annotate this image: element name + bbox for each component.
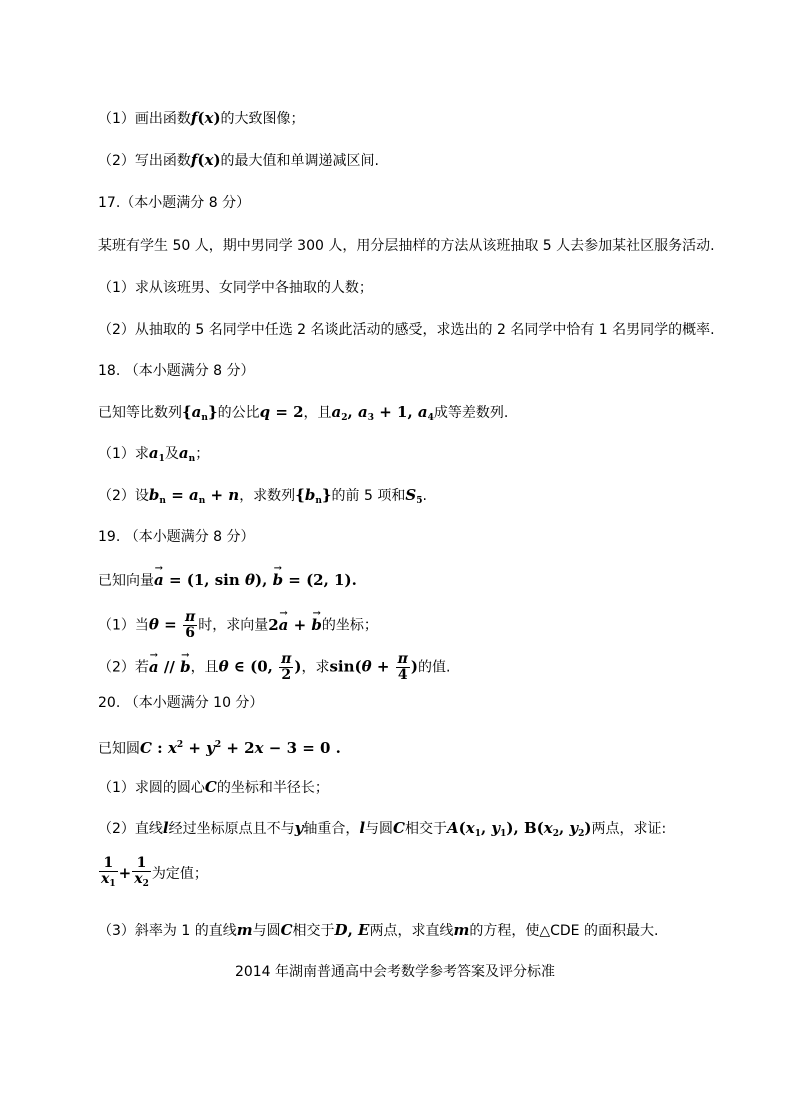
q18-heading: 18. （本小题满分 8 分） [98,363,255,379]
q20-part2: （2）直线l经过坐标原点且不与y轴重合，l与圆C相交于$A(x_1$, $y_1$), $B(x_2$, $y_2$)两点，求证: [98,819,667,839]
formula-q-equals-2: q [259,403,271,421]
q17-part2: （2）从抽取的 5 名同学中任选 2 名谈此活动的感受，求选出的 2 名同学中恰有 1 名男同学的概率. [98,322,715,338]
formula-a-parallel-b: → a // → b [149,658,191,676]
formula-c: C [393,819,405,837]
formula-2a-plus-b: 2→ a + → b [268,616,322,634]
formula-y: y [294,819,304,837]
fraction-1-over-x1: $\frac{1}{x_1}$ [101,855,116,889]
formula-c: C [204,778,217,796]
formula-s5: $S_5$ [405,486,423,506]
formula-c: C [280,921,293,939]
q17-part1: （1）求从该班男、女同学中各抽取的人数； [98,280,373,296]
formula-fx: f [190,109,198,127]
formula-fx: f [190,151,198,169]
q20-part2-continued: $\frac{1}{x_1}$ + $\frac{1}{x_2}$ 为定值； [98,856,208,892]
formula-l: l [359,819,366,837]
q20-stem: 已知圆C : $x^2 + y^2 + 2x - 3 = 0$ . [98,739,341,757]
q20-part1: （1）求圆的圆心C的坐标和半径长； [98,778,329,796]
q20-part3: （3）斜率为 1 的直线m与圆C相交于D, E两点，求直线m的方程，使△CDE 的面积最大. [98,921,659,939]
q18-part2: （2）设$b_n = a_n + n$，求数列$\{b_n\}$的前 5 项和$S_5$. [98,486,427,506]
q19-part1: （1）当θ = $\frac{\pi}{6}$ 时，求向量2→ a + → b的坐标； [98,610,378,641]
formula-a1: $a_1$ [148,444,165,464]
answer-key-title: 2014 年湖南普通高中会考数学参考答案及评分标准 [234,964,556,980]
formula-seq-an: $\{a_n\}$ [182,403,218,423]
formula-points-de: D, E [334,921,370,939]
formula-sin-theta-pi4: sin(θ + [329,657,395,676]
q16-part2: （2）写出函数f(x)的最大值和单调递减区间. [98,151,379,169]
q19-part2: （2）若→ a // → b，且θ ∈ (0, $\frac{\pi}{2}$ )，求sin(θ + $\frac{\pi}{4}$ )的值. [98,652,450,683]
fraction-pi-over-2: $\frac{\pi}{2}$ [281,651,292,683]
q19-heading: 19. （本小题满分 8 分） [98,529,255,545]
formula-m: m [236,921,253,939]
formula-vectors: → a = (1, sin θ), → b = (2, 1). [154,571,357,589]
fraction-1-over-x2: $\frac{1}{x_2}$ [134,855,149,889]
formula-seq-bn: $\{b_n\}$ [295,486,332,506]
q16-part1: （1）画出函数f(x)的大致图像； [98,109,305,127]
formula-circle-equation: C : $x^2 + y^2 + 2x - 3 = 0$ . [140,739,341,757]
formula-m: m [453,921,470,939]
formula-a2-a3-a4: $a_2$, $a_3 + 1$, $a_4$ [331,403,434,423]
formula-points-ab: $A(x_1$, $y_1$), $B(x_2$, $y_2$) [447,819,592,839]
formula-theta-pi6: θ = [148,615,182,634]
formula-bn-equals: $b_n = a_n + n$ [148,486,240,506]
formula-theta-interval: θ ∈ (0, [218,657,279,676]
formula-an: $a_n$ [178,444,196,464]
q17-stem: 某班有学生 50 人，期中男同学 300 人，用分层抽样的方法从该班抽取 5 人去参加某社区服务活动. [98,238,715,254]
fraction-pi-over-4: $\frac{\pi}{4}$ [397,651,408,683]
q18-stem: 已知等比数列$\{a_n\}$的公比q = 2，且$a_2$, $a_3 + 1$, $a_4$成等差数列. [98,403,509,423]
q18-part1: （1）求$a_1$及$a_n$； [98,444,210,464]
q19-stem: 已知向量→ a = (1, sin θ), → b = (2, 1). [98,570,357,591]
q20-heading: 20. （本小题满分 10 分） [98,695,264,711]
formula-l: l [162,819,169,837]
q17-heading: 17.（本小题满分 8 分） [98,195,251,211]
fraction-pi-over-6: $\frac{\pi}{6}$ [184,609,196,641]
